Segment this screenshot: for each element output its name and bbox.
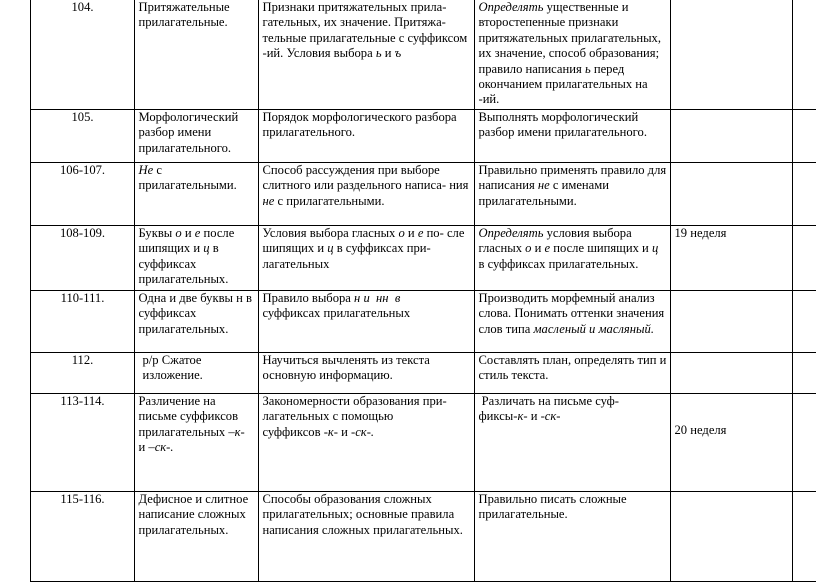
student-activity: Выполнять морфологический разбор имени прилагательного. bbox=[474, 110, 670, 163]
lesson-topic: Одна и две буквы н в суффиксах прилагательных. bbox=[134, 291, 258, 353]
week-cell bbox=[670, 291, 792, 353]
lesson-number: 112. bbox=[30, 353, 134, 394]
table-row bbox=[0, 0, 816, 110]
student-activity: Составлять план, определять тип и стиль текста. bbox=[474, 353, 670, 394]
left-margin-cell bbox=[0, 0, 30, 110]
lesson-number: 106-107. bbox=[30, 163, 134, 226]
lesson-number: 104. bbox=[30, 0, 134, 110]
lesson-topic: Различение на письме суффиксов прилагательных –к- и –ск-. bbox=[134, 394, 258, 492]
student-activity: Правильно применять правило для написания не с именами прилагательными. bbox=[474, 163, 670, 226]
extra-cell bbox=[792, 0, 816, 110]
lesson-content: Правило выбора н и нн в суффиксах прилагательных bbox=[258, 291, 474, 353]
week-cell bbox=[670, 163, 792, 226]
table-row bbox=[0, 226, 816, 291]
table-row bbox=[0, 492, 816, 582]
left-margin-cell bbox=[0, 291, 30, 353]
week-cell bbox=[670, 492, 792, 582]
left-margin-cell bbox=[0, 226, 30, 291]
table-row bbox=[0, 394, 816, 492]
extra-cell bbox=[792, 394, 816, 492]
week-cell: 19 неделя bbox=[670, 226, 792, 291]
left-margin-cell bbox=[0, 394, 30, 492]
table-row bbox=[0, 110, 816, 163]
week-cell bbox=[670, 0, 792, 110]
week-cell bbox=[670, 110, 792, 163]
lesson-content: Научиться вычленять из текста основную информацию. bbox=[258, 353, 474, 394]
lesson-number: 110-111. bbox=[30, 291, 134, 353]
extra-cell bbox=[792, 492, 816, 582]
extra-cell bbox=[792, 163, 816, 226]
extra-cell bbox=[792, 291, 816, 353]
week-cell bbox=[670, 353, 792, 394]
left-margin-cell bbox=[0, 163, 30, 226]
student-activity: Определять условия выбора гласных о и е после шипящих и ц в суффиксах прилагательных. bbox=[474, 226, 670, 291]
lesson-number: 108-109. bbox=[30, 226, 134, 291]
left-margin-cell bbox=[0, 353, 30, 394]
lesson-content: Условия выбора гласных о и е по- сле шипящих и ц в суффиксах при- лагательных bbox=[258, 226, 474, 291]
lesson-content: Способы образования сложных прилагательных; основные правила написания сложных прилагательных. bbox=[258, 492, 474, 582]
student-activity: Правильно писать сложные прилагательные. bbox=[474, 492, 670, 582]
lesson-number: 113-114. bbox=[30, 394, 134, 492]
lesson-content: Порядок морфологического разбора прилагательного. bbox=[258, 110, 474, 163]
table-row bbox=[0, 291, 816, 353]
table-row bbox=[0, 163, 816, 226]
lesson-content: Признаки притяжательных прила- гательных, их значение. Притяжа- тельные прилагательные с суффиксом -ий. Условия выбора ь и ъ bbox=[258, 0, 474, 110]
week-cell: 20 неделя bbox=[670, 394, 792, 492]
lesson-topic: р/р Сжатое изложение. bbox=[134, 353, 258, 394]
lesson-content: Способ рассуждения при выборе слитного или раздельного написа- ния не с прилагательными. bbox=[258, 163, 474, 226]
lesson-topic: Морфологический разбор имени прилагательного. bbox=[134, 110, 258, 163]
extra-cell bbox=[792, 353, 816, 394]
student-activity: Определять ущественные и второстепенные признаки притяжательных прилагательных, их значение, способ образования; правило написания ь перед окончанием прилагательных на -ий. bbox=[474, 0, 670, 110]
lesson-number: 105. bbox=[30, 110, 134, 163]
lesson-topic: Буквы о и е после шипящих и ц в суффиксах прилагательных. bbox=[134, 226, 258, 291]
student-activity: Различать на письме суф- фиксы-к- и -ск- bbox=[474, 394, 670, 492]
extra-cell bbox=[792, 110, 816, 163]
lesson-topic: Не с прилагательными. bbox=[134, 163, 258, 226]
lesson-number: 115-116. bbox=[30, 492, 134, 582]
lesson-topic: Дефисное и слитное написание сложных прилагательных. bbox=[134, 492, 258, 582]
lesson-topic: Притяжательные прилагательные. bbox=[134, 0, 258, 110]
left-margin-cell bbox=[0, 110, 30, 163]
lesson-content: Закономерности образования при- лагательных с помощью суффиксов -к- и -ск-. bbox=[258, 394, 474, 492]
student-activity: Производить морфемный анализ слова. Понимать оттенки значения слов типа масленый и масляный. bbox=[474, 291, 670, 353]
extra-cell bbox=[792, 226, 816, 291]
table-row bbox=[0, 353, 816, 394]
left-margin-cell bbox=[0, 492, 30, 582]
